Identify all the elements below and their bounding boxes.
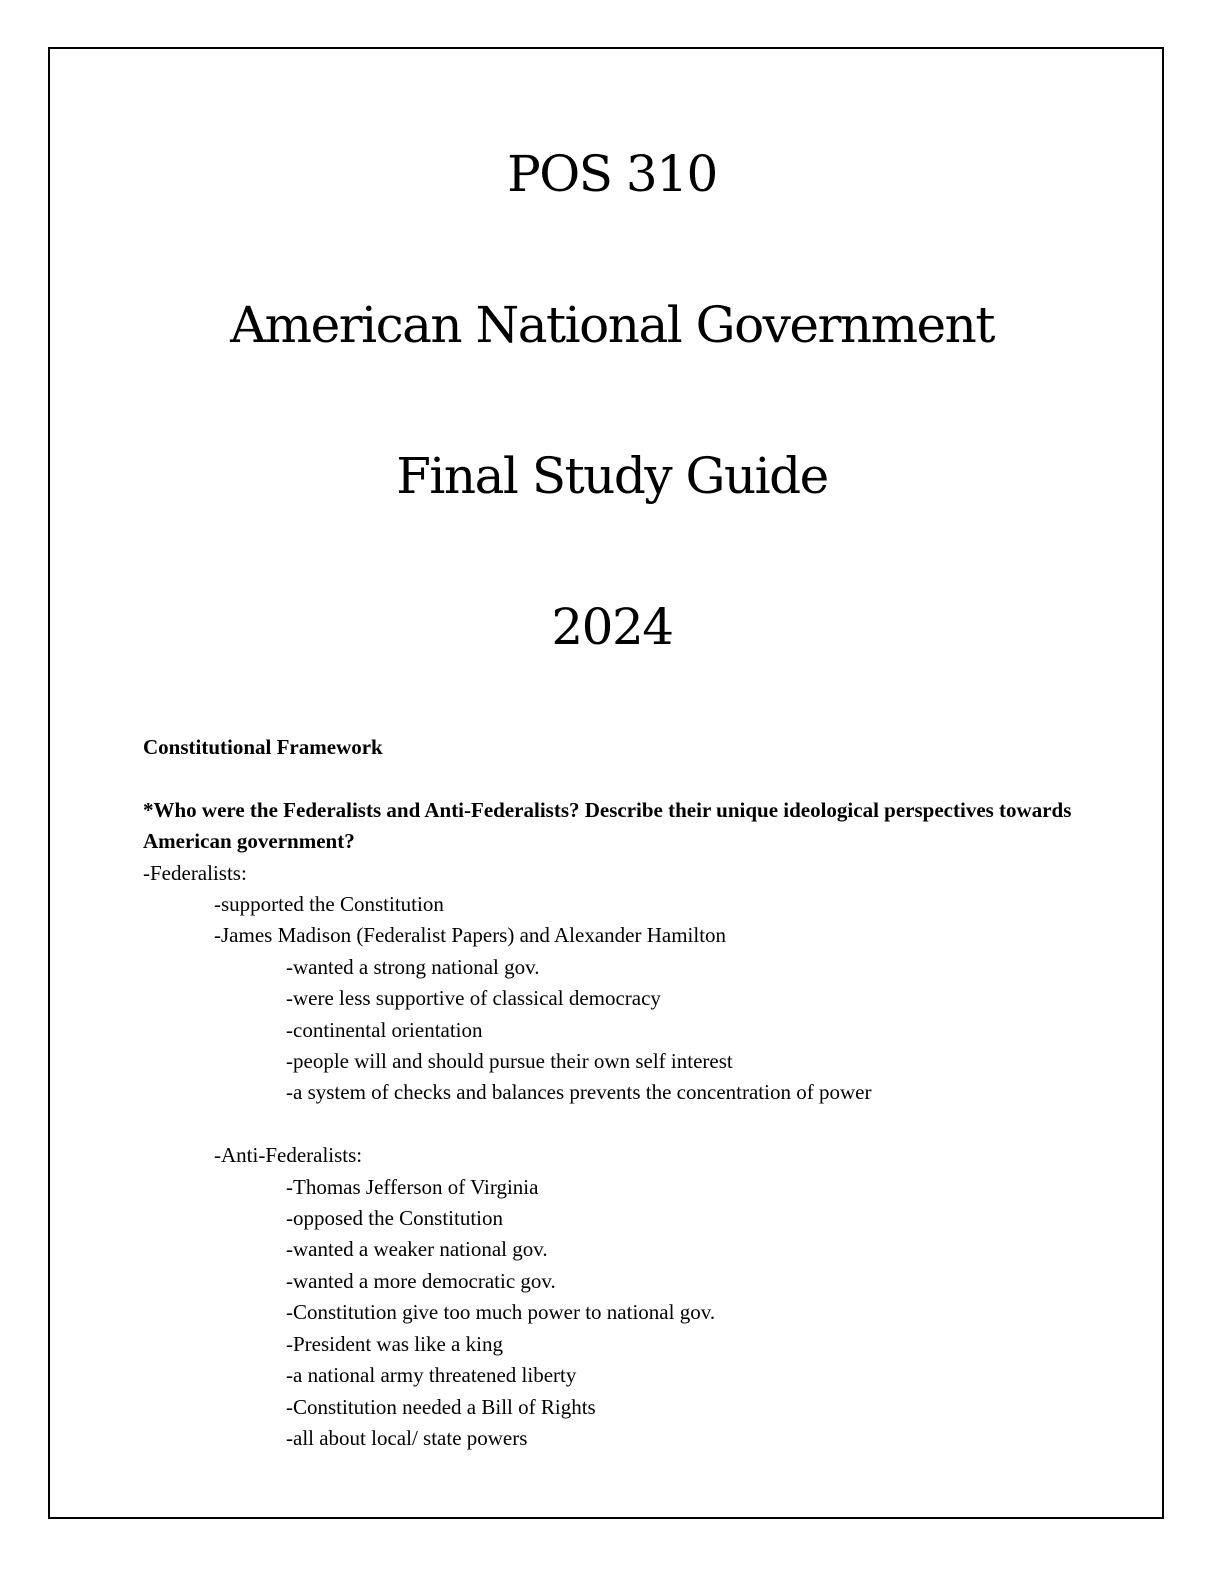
list-item: -James Madison (Federalist Papers) and Alexander Hamilton xyxy=(214,923,727,948)
list-item: -were less supportive of classical democracy xyxy=(286,986,661,1011)
list-item: -President was like a king xyxy=(286,1331,503,1356)
section-heading: Constitutional Framework xyxy=(143,735,383,759)
list-item: -wanted a more democratic gov. xyxy=(286,1268,556,1293)
list-item: -all about local/ state powers xyxy=(286,1425,528,1450)
list-item: -wanted a weaker national gov. xyxy=(286,1237,548,1262)
subject-title: American National Government xyxy=(230,296,994,354)
list-item: -people will and should pursue their own self interest xyxy=(286,1049,733,1074)
list-item: -Thomas Jefferson of Virginia xyxy=(286,1174,539,1199)
list-item: -a system of checks and balances prevents the concentration of power xyxy=(286,1080,872,1105)
guide-title: Final Study Guide xyxy=(396,447,828,505)
study-guide-content xyxy=(143,732,1103,1454)
list-item: -a national army threatened liberty xyxy=(286,1363,577,1388)
list-item: -supported the Constitution xyxy=(214,892,444,917)
anti-federalists-heading: -Anti-Federalists: xyxy=(214,1143,363,1168)
course-title: POS 310 xyxy=(507,145,717,203)
federalists-heading: -Federalists: xyxy=(143,860,247,885)
list-item: -wanted a strong national gov. xyxy=(286,954,540,979)
list-item: -opposed the Constitution xyxy=(286,1206,503,1231)
year-title: 2024 xyxy=(551,598,673,656)
list-item: -Constitution needed a Bill of Rights xyxy=(286,1394,596,1419)
list-item: -Constitution give too much power to national gov. xyxy=(286,1300,716,1325)
list-item: -continental orientation xyxy=(286,1017,483,1042)
question-text: *Who were the Federalists and Anti-Federalists? Describe their unique ideological perspectives towards American government? xyxy=(143,797,1072,854)
